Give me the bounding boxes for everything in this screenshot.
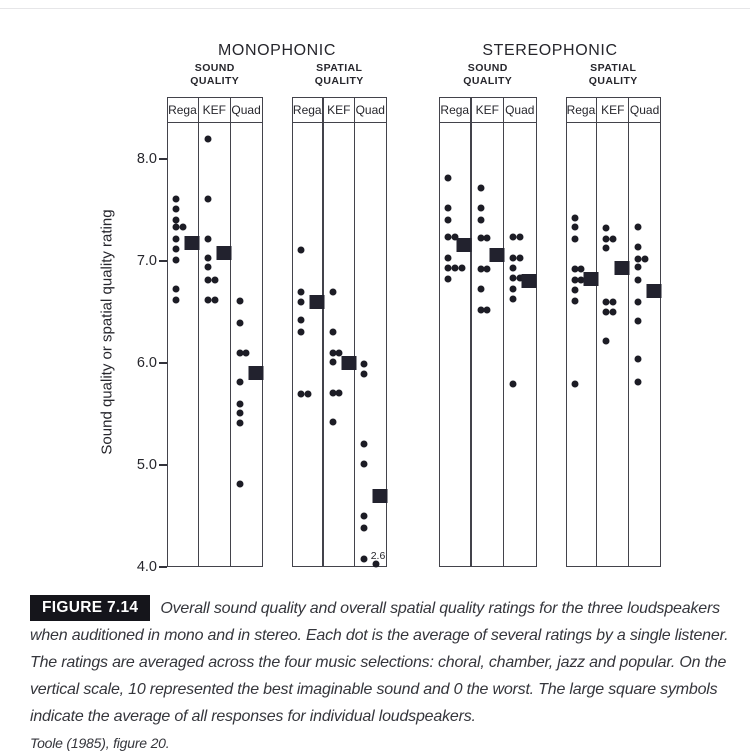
data-dot bbox=[298, 298, 305, 305]
header-underline bbox=[168, 122, 262, 123]
rating-panel bbox=[566, 97, 662, 567]
data-dot bbox=[477, 204, 484, 211]
data-dot bbox=[173, 217, 180, 224]
data-dot bbox=[236, 481, 243, 488]
column-header-rega: Rega bbox=[566, 103, 596, 117]
column-divider bbox=[628, 98, 629, 566]
data-dot bbox=[458, 265, 465, 272]
data-dot bbox=[361, 361, 368, 368]
data-dot bbox=[204, 235, 211, 242]
rating-panel bbox=[167, 97, 263, 567]
panel-subtitle-line: SOUND bbox=[194, 62, 235, 74]
column-header-quad: Quad bbox=[629, 103, 660, 117]
data-dot bbox=[603, 244, 610, 251]
data-dot bbox=[236, 420, 243, 427]
y-tick-mark bbox=[159, 464, 167, 466]
column-header-quad: Quad bbox=[355, 103, 385, 117]
average-square bbox=[457, 238, 472, 252]
column-header-quad: Quad bbox=[505, 103, 535, 117]
data-dot bbox=[571, 297, 578, 304]
panel-subtitle-line: SOUND bbox=[467, 62, 508, 74]
data-dot bbox=[298, 288, 305, 295]
data-dot bbox=[329, 329, 336, 336]
panel-subtitle-line: QUALITY bbox=[190, 75, 240, 87]
figure-source: Toole (1985), figure 20. bbox=[30, 735, 170, 751]
average-square bbox=[583, 272, 598, 286]
panel-subtitle bbox=[463, 62, 512, 88]
data-dot bbox=[298, 246, 305, 253]
y-tick-mark bbox=[159, 566, 167, 568]
data-dot bbox=[329, 419, 336, 426]
data-dot bbox=[173, 195, 180, 202]
data-dot bbox=[329, 288, 336, 295]
header-underline bbox=[440, 122, 536, 123]
data-dot bbox=[173, 285, 180, 292]
column-divider bbox=[354, 98, 355, 566]
y-tick-mark bbox=[159, 362, 167, 364]
data-dot bbox=[571, 235, 578, 242]
rating-panel bbox=[439, 97, 537, 567]
data-dot bbox=[610, 235, 617, 242]
data-dot bbox=[361, 555, 368, 562]
data-dot bbox=[298, 329, 305, 336]
data-dot bbox=[236, 297, 243, 304]
average-square bbox=[489, 248, 504, 262]
data-dot bbox=[484, 306, 491, 313]
data-dot bbox=[635, 355, 642, 362]
outlier-value-label: 2.6 bbox=[370, 549, 386, 562]
data-dot bbox=[635, 224, 642, 231]
data-dot bbox=[361, 460, 368, 467]
data-dot bbox=[204, 135, 211, 142]
panel-subtitle-line: QUALITY bbox=[463, 75, 513, 87]
y-tick-mark bbox=[159, 158, 167, 160]
figure-label: FIGURE 7.14 bbox=[30, 595, 150, 621]
data-dot bbox=[304, 390, 311, 397]
data-dot bbox=[361, 440, 368, 447]
data-dot bbox=[236, 400, 243, 407]
panel-subtitle-line: SPATIAL bbox=[590, 62, 637, 74]
y-axis-label-text: Sound quality or spatial quality rating bbox=[98, 209, 116, 455]
data-dot bbox=[635, 243, 642, 250]
average-square bbox=[248, 366, 263, 380]
column-header-kef: KEF bbox=[475, 103, 499, 117]
y-tick-label: 4.0 bbox=[136, 559, 157, 575]
column-header-rega: Rega bbox=[440, 103, 470, 117]
data-dot bbox=[510, 381, 517, 388]
data-dot bbox=[635, 277, 642, 284]
panel-subtitle-line: SPATIAL bbox=[316, 62, 363, 74]
data-dot bbox=[211, 277, 218, 284]
data-dot bbox=[571, 215, 578, 222]
y-tick-mark bbox=[159, 260, 167, 262]
y-tick-label: 8.0 bbox=[136, 151, 157, 167]
data-dot bbox=[510, 285, 517, 292]
data-dot bbox=[635, 318, 642, 325]
column-header-rega: Rega bbox=[168, 103, 197, 117]
data-dot bbox=[173, 296, 180, 303]
panel-subtitle bbox=[190, 62, 239, 88]
data-dot bbox=[204, 264, 211, 271]
group-title-stereophonic: STEREOPHONIC bbox=[482, 42, 618, 59]
data-dot bbox=[236, 320, 243, 327]
panel-subtitle bbox=[315, 62, 364, 88]
data-dot bbox=[603, 337, 610, 344]
data-dot bbox=[635, 264, 642, 271]
data-dot bbox=[510, 265, 517, 272]
average-square bbox=[522, 274, 537, 288]
data-dot bbox=[211, 296, 218, 303]
group-title-monophonic: MONOPHONIC bbox=[218, 42, 336, 59]
column-divider bbox=[503, 98, 504, 566]
data-dot bbox=[603, 225, 610, 232]
data-dot bbox=[236, 409, 243, 416]
data-dot bbox=[445, 175, 452, 182]
figure-caption-text: Overall sound quality and overall spatial quality ratings for the three loudspeakers when auditioned in mono and in stereo. Each dot is the average of several ratings by a single listener. The ratings are averaged across the four music selections: choral, chamber, jazz and popular. On the vertical scale, 10 represented the best imaginable sound and 0 the worst. The large square symbols indicate the average of all responses for individual loudspeakers. bbox=[30, 600, 729, 725]
column-header-kef: KEF bbox=[601, 103, 625, 117]
data-dot bbox=[179, 224, 186, 231]
data-dot bbox=[445, 217, 452, 224]
data-dot bbox=[298, 317, 305, 324]
average-square bbox=[216, 246, 231, 260]
data-dot bbox=[516, 254, 523, 261]
average-square bbox=[373, 489, 388, 503]
column-divider bbox=[198, 98, 199, 566]
data-dot bbox=[204, 254, 211, 261]
data-dot bbox=[484, 266, 491, 273]
data-dot bbox=[610, 298, 617, 305]
data-dot bbox=[173, 245, 180, 252]
data-dot bbox=[510, 295, 517, 302]
column-header-kef: KEF bbox=[327, 103, 351, 117]
panel-subtitle bbox=[589, 62, 638, 88]
y-tick-label: 5.0 bbox=[136, 457, 157, 473]
data-dot bbox=[477, 285, 484, 292]
data-dot bbox=[361, 525, 368, 532]
data-dot bbox=[173, 256, 180, 263]
panel-subtitle-line: QUALITY bbox=[314, 75, 364, 87]
column-divider bbox=[230, 98, 231, 566]
data-dot bbox=[204, 195, 211, 202]
data-dot bbox=[516, 233, 523, 240]
data-dot bbox=[571, 224, 578, 231]
panel-subtitle-line: QUALITY bbox=[588, 75, 638, 87]
data-dot bbox=[484, 234, 491, 241]
column-header-kef: KEF bbox=[202, 103, 226, 117]
average-square bbox=[615, 261, 630, 275]
data-dot bbox=[445, 204, 452, 211]
data-dot bbox=[445, 254, 452, 261]
column-divider bbox=[322, 98, 323, 566]
data-dot bbox=[243, 349, 250, 356]
column-divider bbox=[596, 98, 597, 566]
y-tick-label: 7.0 bbox=[136, 253, 157, 269]
data-dot bbox=[361, 513, 368, 520]
column-header-quad: Quad bbox=[231, 103, 261, 117]
data-dot bbox=[173, 235, 180, 242]
page-top-rule bbox=[0, 8, 750, 9]
data-dot bbox=[336, 389, 343, 396]
average-square bbox=[310, 295, 325, 309]
data-dot bbox=[635, 298, 642, 305]
data-dot bbox=[329, 358, 336, 365]
data-dot bbox=[361, 371, 368, 378]
header-underline bbox=[293, 122, 386, 123]
data-dot bbox=[477, 184, 484, 191]
figure-caption bbox=[30, 595, 730, 751]
data-dot bbox=[610, 309, 617, 316]
average-square bbox=[341, 356, 356, 370]
data-dot bbox=[641, 255, 648, 262]
data-dot bbox=[445, 276, 452, 283]
average-square bbox=[647, 284, 662, 298]
data-dot bbox=[477, 217, 484, 224]
y-axis-label bbox=[92, 97, 122, 567]
data-dot bbox=[236, 379, 243, 386]
y-tick-label: 6.0 bbox=[136, 355, 157, 371]
average-square bbox=[185, 236, 200, 250]
header-underline bbox=[567, 122, 661, 123]
data-dot bbox=[571, 286, 578, 293]
data-dot bbox=[571, 381, 578, 388]
column-header-rega: Rega bbox=[292, 103, 322, 117]
data-dot bbox=[635, 379, 642, 386]
data-dot bbox=[173, 205, 180, 212]
column-divider bbox=[470, 98, 471, 566]
